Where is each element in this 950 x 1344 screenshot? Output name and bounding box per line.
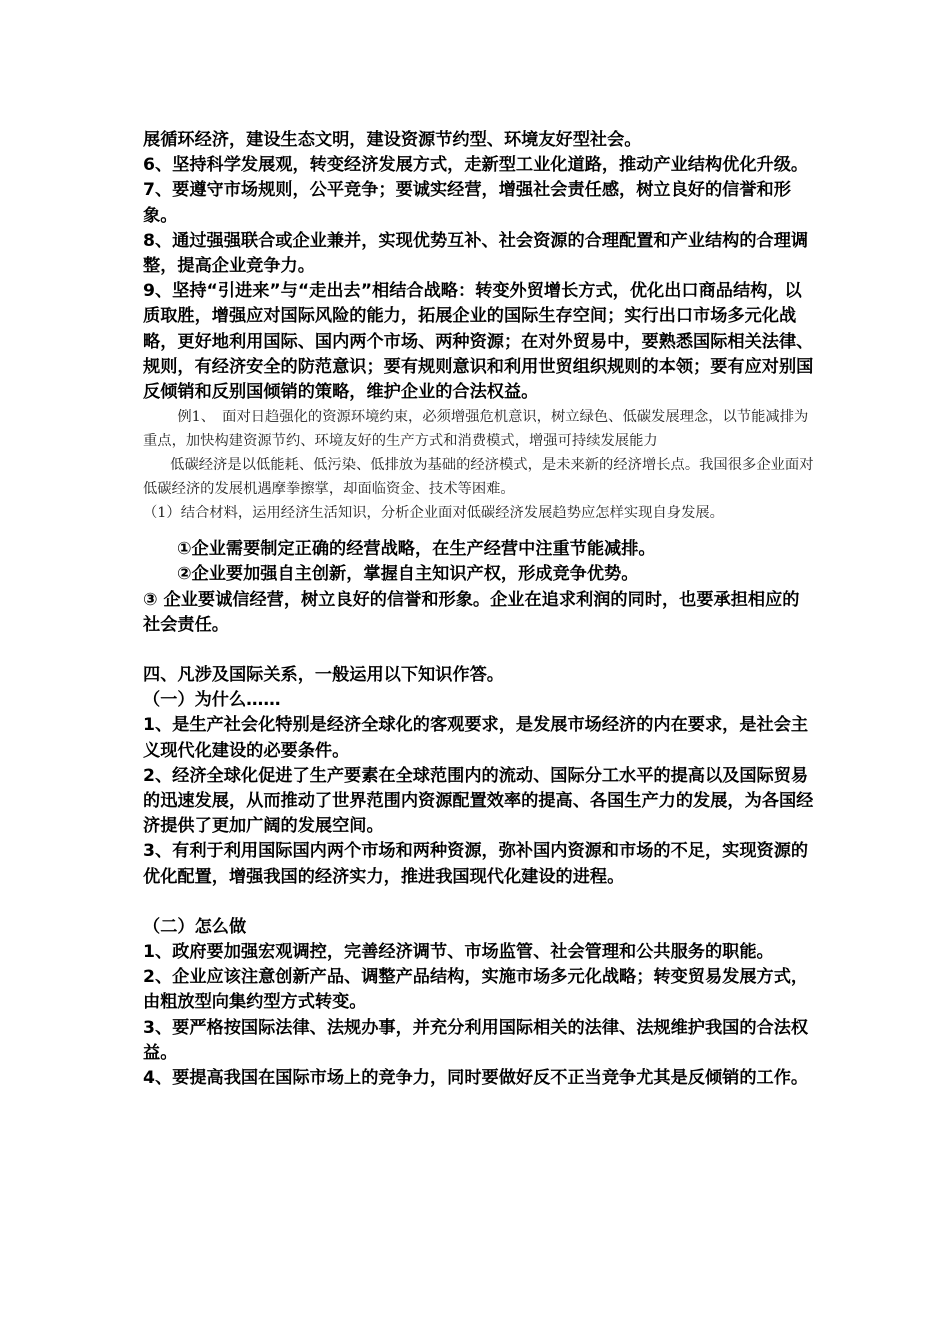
example-para-2: 低碳经济是以低能耗、低污染、低排放为基础的经济模式，是未来新的经济增长点。我国很多企业面对低碳经济的发展机遇摩拳擦掌，却面临资金、技术等困难。 [143, 457, 814, 498]
continued-item: 展循环经济，建设生态文明，建设资源节约型、环境友好型社会。 [143, 130, 642, 150]
how-item-1: 1、政府要加强宏观调控，完善经济调节、市场监管、社会管理和公共服务的职能。 [143, 942, 774, 963]
example-para-1: 例1、 面对日趋强化的资源环境约束，必须增强危机意识，树立绿色、低碳发展理念，以节能减排为重点，加快构建资源节约、环境友好的生产方式和消费模式，增强可持续发展能力 [143, 409, 809, 450]
section-4-heading: 四、凡涉及国际关系，一般运用以下知识作答。 [143, 665, 504, 686]
example-question: （1）结合材料，运用经济生活知识，分析企业面对低碳经济发展趋势应怎样实现自身发展。 [143, 505, 724, 522]
how-item-4: 4、要提高我国在国际市场上的竞争力，同时要做好反不正当竞争尤其是反倾销的工作。 [143, 1068, 809, 1089]
item-8: 8、通过强强联合或企业兼并，实现优势互补、社会资源的合理配置和产业结构的合理调整，提高企业竞争力。 [143, 230, 809, 277]
how-item-3: 3、要严格按国际法律、法规办事，并充分利用国际相关的法律、法规维护我国的合法权益。 [143, 1017, 809, 1063]
how-heading: （二）怎么做 [143, 916, 247, 937]
why-heading: （一）为什么…… [143, 690, 281, 711]
item-7: 7、要遵守市场规则，公平竞争；要诚实经营，增强社会责任感，树立良好的信誉和形象。 [143, 180, 791, 226]
document-page [143, 116, 815, 1091]
item-9: 9、坚持“引进来”与“走出去”相结合战略：转变外贸增长方式，优化出口商品结构，以质取胜，增强应对国际风险的能力，拓展企业的国际生存空间；实行出口市场多元化战略，更好地利用国际、国内两个市场、两种资源；在对外贸易中，要熟悉国际相关法律、规则，有经济安全的防范意识；要有规则意识和利用世贸组织规则的本领；要有应对别国反倾销和反别国倾销的策略，维护企业的合法权益。 [143, 281, 814, 403]
item-6: 6、坚持科学发展观，转变经济发展方式，走新型工业化道路，推动产业结构优化升级。 [143, 155, 809, 176]
why-item-3: 3、有利于利用国际国内两个市场和两种资源，弥补国内资源和市场的不足，实现资源的优化配置，增强我国的经济实力，推进我国现代化建设的进程。 [143, 841, 809, 887]
answer-1: ①企业需要制定正确的经营战略，在生产经营中注重节能减排。 [177, 539, 656, 560]
answer-2: ②企业要加强自主创新，掌握自主知识产权，形成竞争优势。 [177, 564, 639, 585]
answer-3: ③ 企业要诚信经营，树立良好的信誉和形象。企业在追求利润的同时，也要承担相应的社会责任。 [143, 589, 800, 635]
why-item-2: 2、经济全球化促进了生产要素在全球范围内的流动、国际分工水平的提高以及国际贸易的迅速发展，从而推动了世界范围内资源配置效率的提高、各国生产力的发展，为各国经济提供了更加广阔的发展空间。 [143, 765, 814, 837]
how-item-2: 2、企业应该注意创新产品、调整产品结构，实施市场多元化战略；转变贸易发展方式，由粗放型向集约型方式转变。 [143, 967, 809, 1013]
why-item-1: 1、是生产社会化特别是经济全球化的客观要求，是发展市场经济的内在要求，是社会主义现代化建设的必要条件。 [143, 715, 809, 761]
